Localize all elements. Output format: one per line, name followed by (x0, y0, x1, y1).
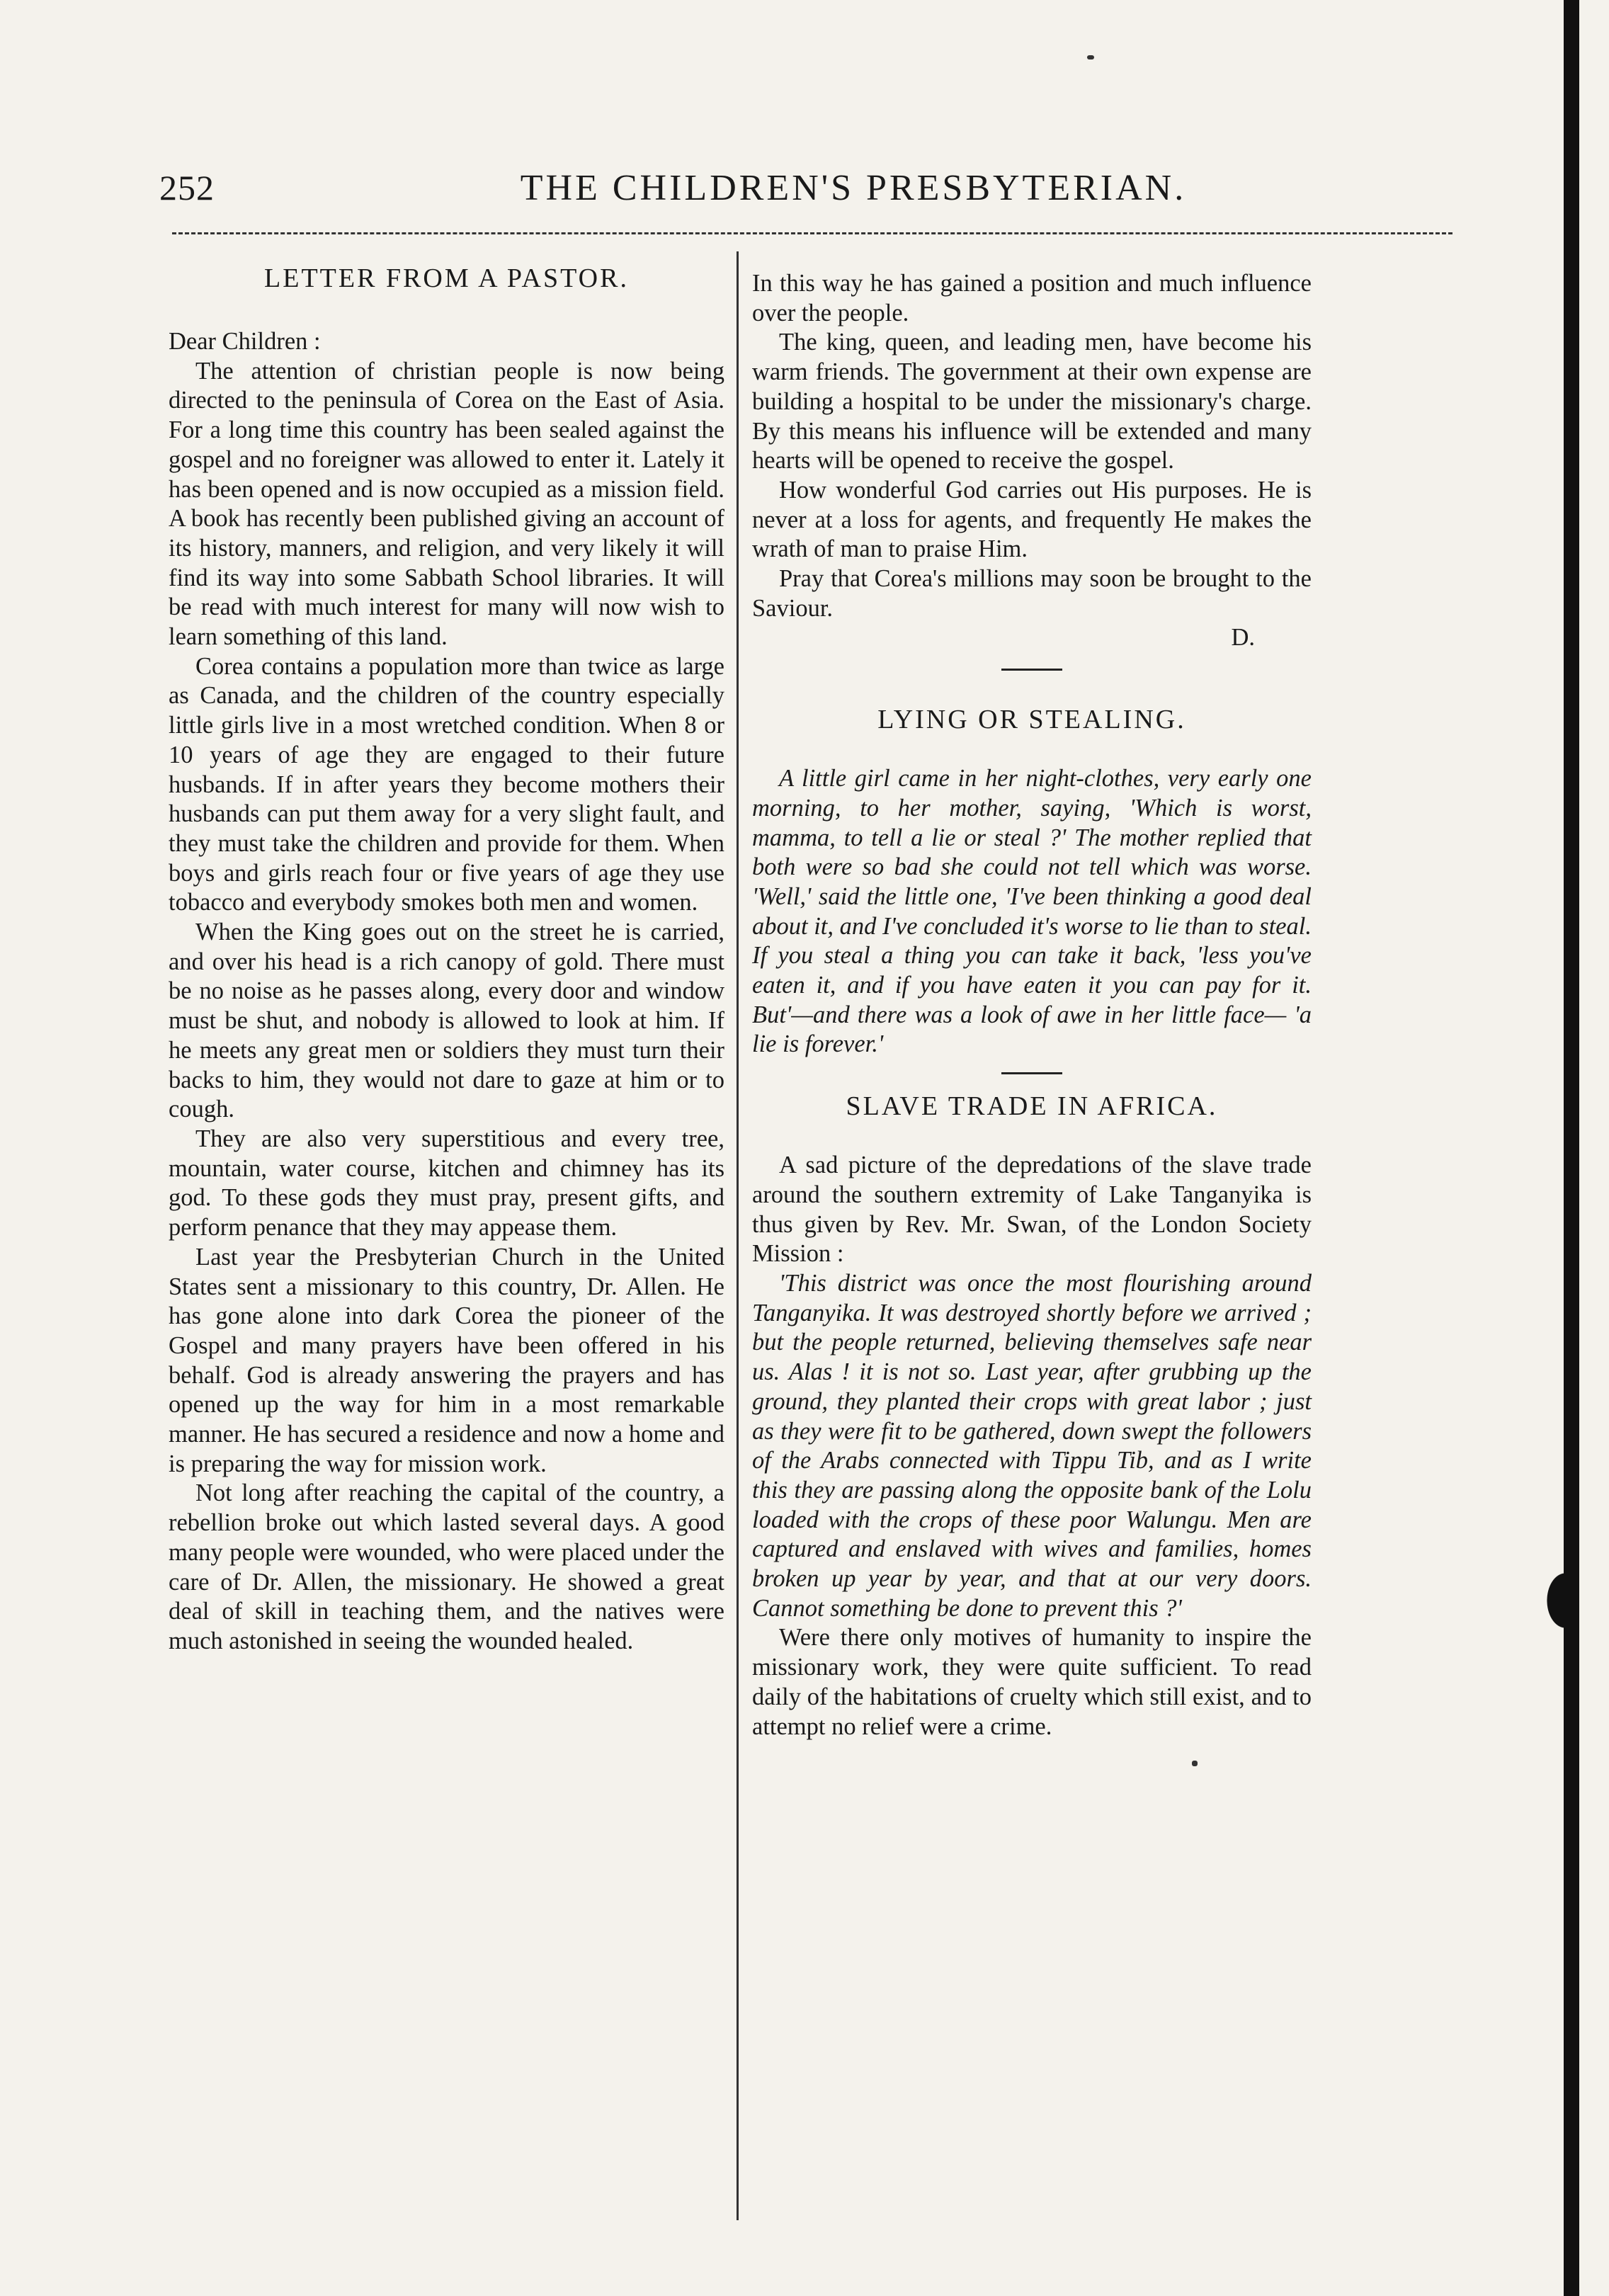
letter-signature: D. (1231, 624, 1255, 652)
slave-quote-text: 'This district was once the most flourishing around Tanganyika. It was destroyed shortly before we arrived ; but the people returned, believing themselves safe near us. Alas ! it is not so. Last year, after grubbing up the ground, they planted their crops with great labor ; just as they were fit to be gathered, down swept the followers of the Arabs connected with Tippu Tib, and as I write this they are passing along the opposite bank of the Lolu loaded with the crops of these poor Walungu. Men are captured and enslaved with wives and families, homes broken up year by year, and that at our very doors. Cannot something be done to prevent this ?' (752, 1269, 1312, 1622)
slave-paragraph: A sad picture of the depredations of the slave trade around the southern extremity of Lake Tanganyika is thus given by Rev. Mr. Swan, of the London Society Mission : (752, 1152, 1312, 1268)
ink-speck (1192, 1761, 1198, 1766)
letter-paragraph: They are also very superstitious and every tree, mountain, water course, kitchen and chimney has its god. To these gods they must pray, present gifts, and perform penance that they may appease them. (169, 1125, 724, 1241)
slave-paragraph (752, 1269, 1312, 1623)
spacer (752, 736, 1312, 764)
letter-paragraph: Pray that Corea's millions may soon be brought to the Saviour. (752, 565, 1312, 622)
slave-title: SLAVE TRADE IN AFRICA. (846, 1091, 1218, 1122)
letter-paragraph: Last year the Presbyterian Church in the United States sent a missionary to this country, Dr. Allen. He has gone alone into dark Corea the pioneer of the Gospel and many prayers have been offered in his behalf. God is already answering the prayers and has opened up the way for him in a most remarkable manner. He has secured a residence and now a home and is preparing the way for mission work. (169, 1243, 724, 1477)
ink-speck (1087, 55, 1094, 59)
letter-paragraph: The attention of christian people is now being directed to the peninsula of Corea on the East of Asia. For a long time this country has been sealed against the gospel and no foreigner was allowed to enter it. Lately it has been opened and is now occupied as a mission field. A book has recently been published giving an account of its history, manners, and religion, and very likely it will find its way into some Sabbath School libraries. It will be read with much interest for many will now wish to learn something of this land. (169, 357, 724, 651)
letter-salutation: Dear Children : (169, 328, 321, 355)
left-column (169, 262, 724, 1656)
slave-paragraph: Were there only motives of humanity to inspire the missionary work, they were quite sufficient. To read daily of the habitations of cruelty which still exist, and to attempt no relief were a crime. (752, 1624, 1312, 1740)
page-edge-bar (1564, 0, 1579, 2296)
page-header (159, 167, 1448, 217)
letter-paragraph: In this way he has gained a position and much influence over the people. (752, 270, 1312, 326)
letter-paragraph: Corea contains a population more than twice as large as Canada, and the children of the country especially little girls live in a most wretched condition. When 8 or 10 years of age they are engaged to their future husbands. If in after years they become mothers their husbands can put them away for a very slight fault, and they must take the children and provide for them. When boys and girls reach four or five years of age they use tobacco and everybody smokes both men and women. (169, 652, 724, 916)
running-head: THE CHILDREN'S PRESBYTERIAN. (520, 168, 1187, 208)
column-divider (737, 251, 739, 2220)
page-edge-mark (1537, 1558, 1578, 1643)
section-rule (1001, 1072, 1062, 1074)
page-number: 252 (159, 168, 215, 208)
letter-paragraph: The king, queen, and leading men, have become his warm friends. The government at their own expense are building a hospital to be under the missionary's charge. By this means his influence will be extended and many hearts will be opened to receive the gospel. (752, 329, 1312, 474)
letter-paragraph: When the King goes out on the street he is carried, and over his head is a rich canopy of gold. There must be no noise as he passes along, every door and window must be shut, and nobody is allowed to look at him. If he meets any great men or soldiers they must turn their backs to him, they would not dare to gaze at him or to cough. (169, 919, 724, 1123)
spacer (752, 1123, 1312, 1151)
letter-paragraph: How wonderful God carries out His purposes. He is never at a loss for agents, and frequently He makes the wrath of man to praise Him. (752, 476, 1312, 563)
letter-paragraph: Not long after reaching the capital of the country, a rebellion broke out which lasted several days. A good many people were wounded, who were placed under the care of Dr. Allen, the missionary. He showed a great deal of skill in teaching them, and the natives were much astonished in seeing the wounded healed. (169, 1479, 724, 1654)
lying-paragraph-text: A little girl came in her night-clothes, very early one morning, to her mother, saying, 'Which is worst, mamma, to tell a lie or steal ?' The mother replied that both were so bad she could not tell which was worse. 'Well,' said the little one, 'I've been thinking a good deal about it, and I've concluded it's worse to lie than to steal. If you steal a thing you can take it back, 'less you've eaten it, and if you have eaten it you can pay for it. But'—and there was a look of awe in her little face— 'a lie is forever.' (752, 765, 1312, 1058)
lying-title: LYING OR STEALING. (877, 705, 1186, 735)
letter-title: LETTER FROM A PASTOR. (264, 263, 629, 293)
header-rule (172, 232, 1452, 234)
lying-paragraph (752, 764, 1312, 1059)
section-rule (1001, 669, 1062, 671)
right-column (752, 269, 1312, 1741)
